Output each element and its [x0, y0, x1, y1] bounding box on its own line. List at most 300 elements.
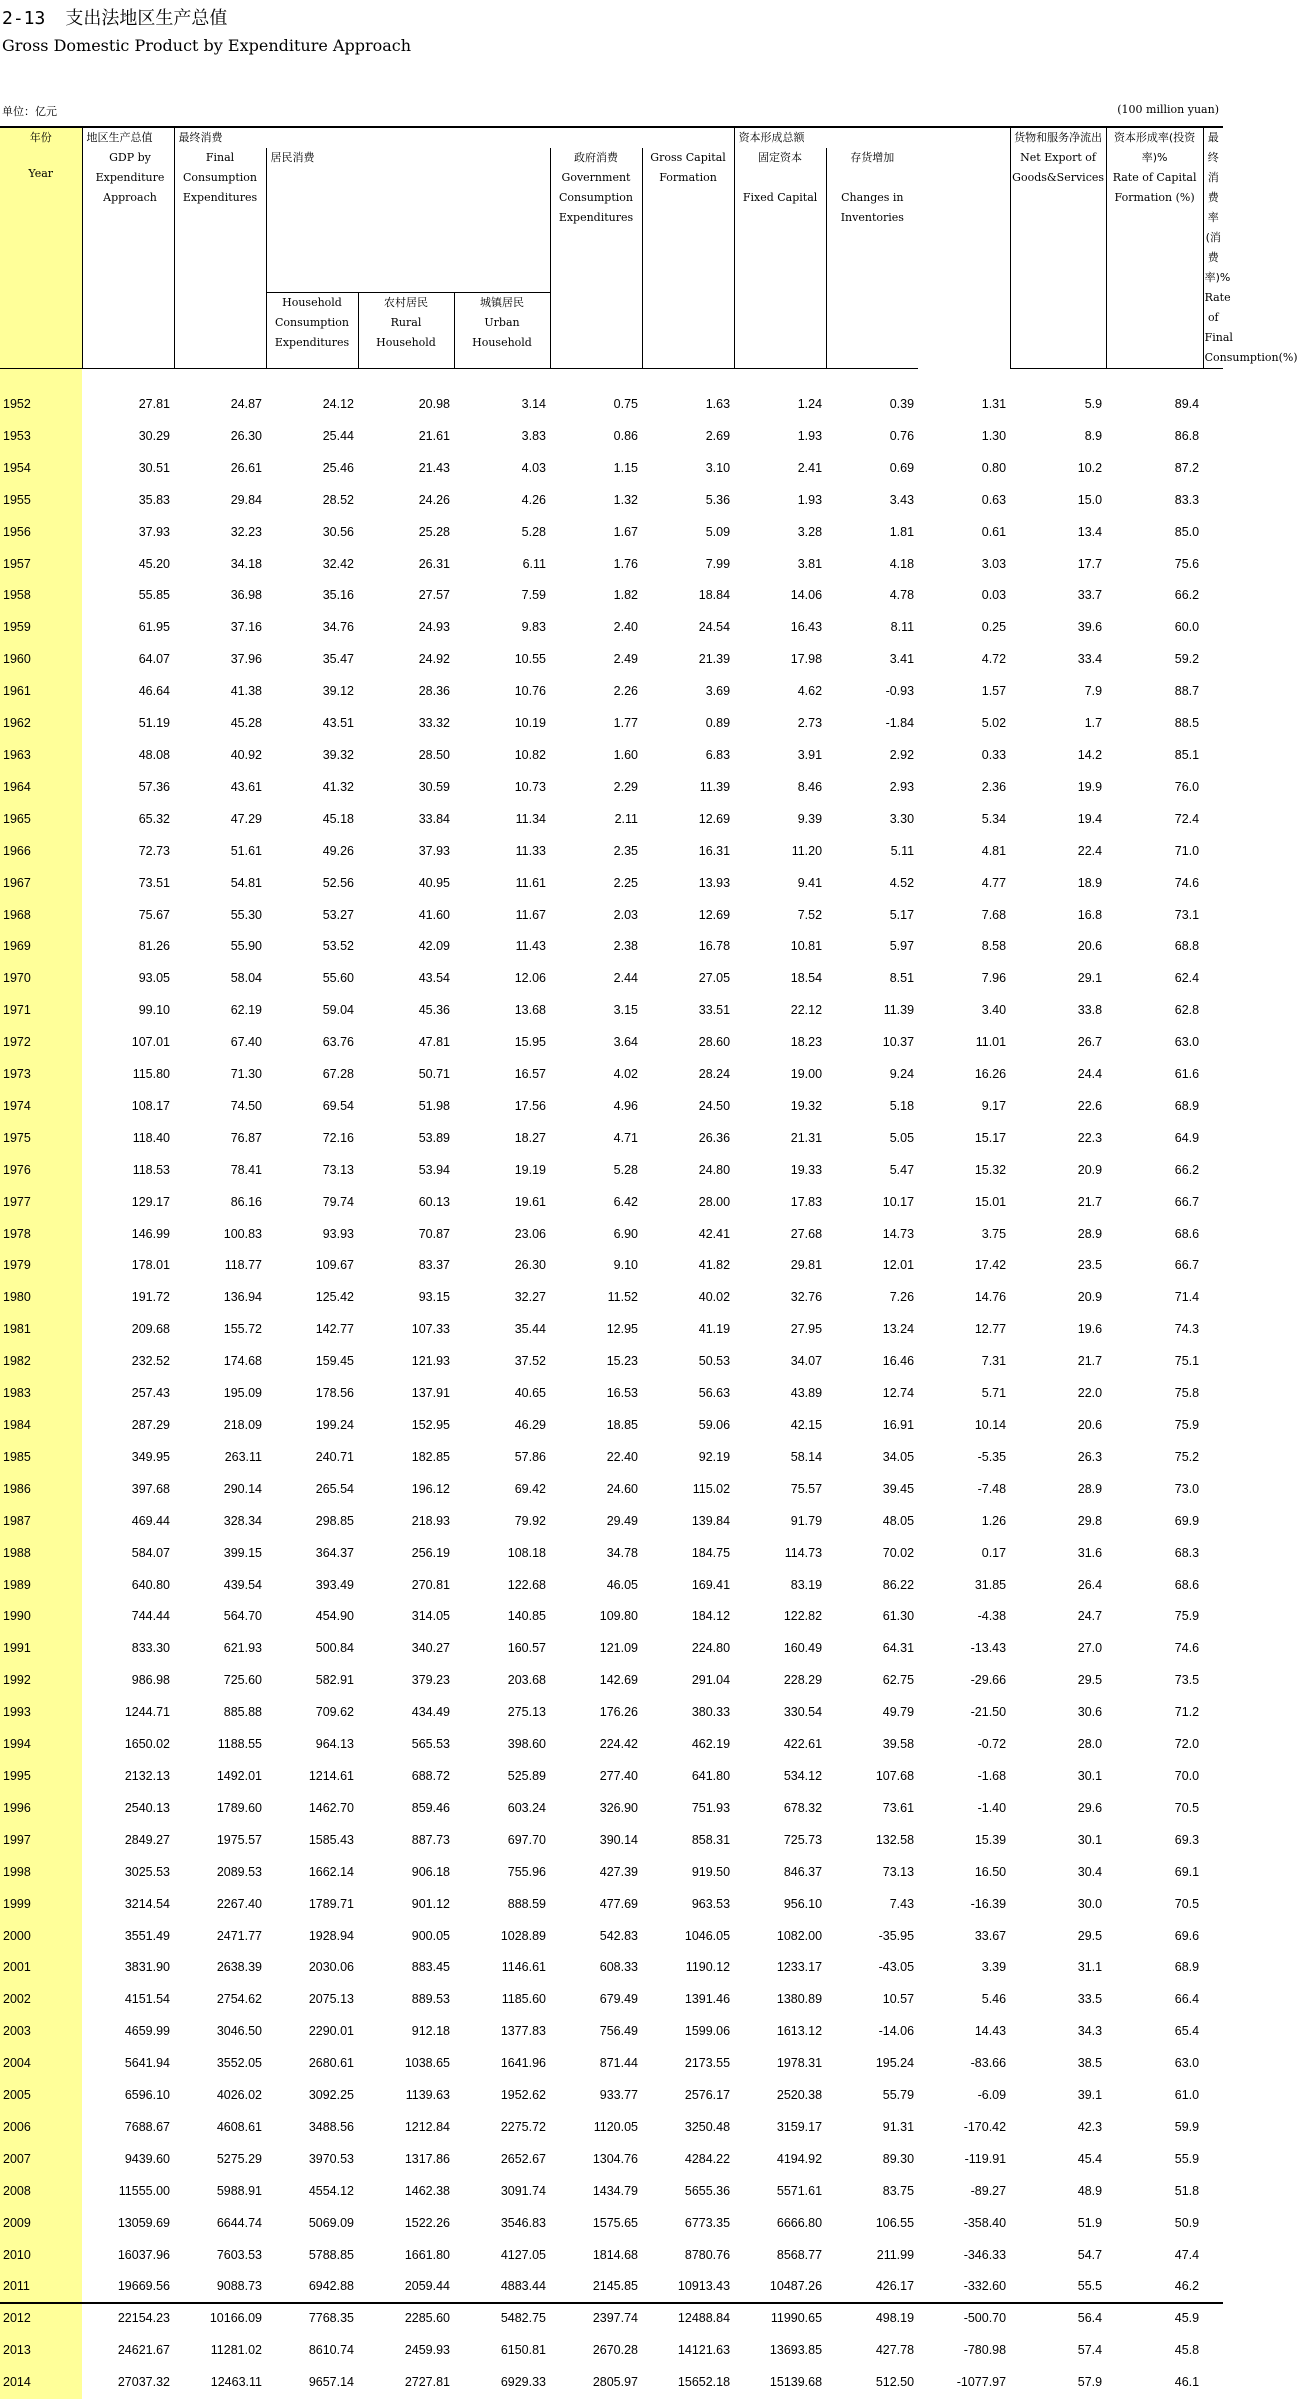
- cell-household: 67.28: [266, 1059, 358, 1091]
- table-row: [0, 2240, 1223, 2272]
- cell-household: 5788.85: [266, 2240, 358, 2272]
- cell-government: 1434.79: [550, 2176, 642, 2208]
- cell-final: 67.40: [174, 1027, 266, 1059]
- cell-rate-consumption: 88.5: [1106, 708, 1203, 740]
- cell-rate-consumption: 73.1: [1106, 900, 1203, 932]
- cell-urban: 108.18: [454, 1538, 550, 1570]
- cell-fixed: 1.24: [734, 389, 826, 421]
- cell-inventories: 73.61: [826, 1793, 918, 1825]
- table-row: [0, 772, 1223, 804]
- cell-net-export: 5.02: [918, 708, 1010, 740]
- cell-rural: 900.05: [358, 1921, 454, 1953]
- cell-final: 51.61: [174, 836, 266, 868]
- cell-government: 608.33: [550, 1952, 642, 1984]
- cell-government: 390.14: [550, 1825, 642, 1857]
- table-row: [0, 1506, 1223, 1538]
- cell-household: 159.45: [266, 1346, 358, 1378]
- cell-rural: 137.91: [358, 1378, 454, 1410]
- cell-net-export: 16.50: [918, 1857, 1010, 1889]
- cell-household: 3488.56: [266, 2112, 358, 2144]
- cell-fixed: 27.68: [734, 1219, 826, 1251]
- cell-gdp: 30.51: [82, 453, 174, 485]
- cell-fixed: 18.54: [734, 963, 826, 995]
- cell-government: 477.69: [550, 1889, 642, 1921]
- cell-rate-consumption: 72.0: [1106, 1729, 1203, 1761]
- cell-inventories: 0.69: [826, 453, 918, 485]
- cell-government: 1814.68: [550, 2240, 642, 2272]
- cell-government: 34.78: [550, 1538, 642, 1570]
- cell-government: 2.25: [550, 868, 642, 900]
- cell-net-export: 15.01: [918, 1187, 1010, 1219]
- cell-gdp: 51.19: [82, 708, 174, 740]
- cell-inventories: -14.06: [826, 2016, 918, 2048]
- table-row: [0, 1346, 1223, 1378]
- cell-urban: 26.30: [454, 1250, 550, 1282]
- cell-gdp: 257.43: [82, 1378, 174, 1410]
- cell-net-export: 15.32: [918, 1155, 1010, 1187]
- cell-urban: 10.82: [454, 740, 550, 772]
- cell-rate-consumption: 76.0: [1106, 772, 1203, 804]
- cell-urban: 3.14: [454, 389, 550, 421]
- cell-rural: 2059.44: [358, 2271, 454, 2303]
- header-net-export: [1010, 128, 1106, 369]
- table-row: [0, 1538, 1223, 1570]
- cell-rate-consumption: 69.1: [1106, 1857, 1203, 1889]
- cell-rural: 314.05: [358, 1601, 454, 1633]
- header-gdp: [82, 128, 174, 369]
- cell-year: 1987: [0, 1506, 82, 1538]
- cell-urban: 11.34: [454, 804, 550, 836]
- cell-gcf: 963.53: [642, 1889, 734, 1921]
- cell-final: 4026.02: [174, 2080, 266, 2112]
- cell-government: 2.35: [550, 836, 642, 868]
- cell-year: 1955: [0, 485, 82, 517]
- cell-gdp: 3214.54: [82, 1889, 174, 1921]
- cell-gdp: 115.80: [82, 1059, 174, 1091]
- cell-household: 43.51: [266, 708, 358, 740]
- cell-net-export: 33.67: [918, 1921, 1010, 1953]
- table-row: [0, 2176, 1223, 2208]
- cell-net-export: -1.40: [918, 1793, 1010, 1825]
- cell-gdp: 13059.69: [82, 2208, 174, 2240]
- cell-inventories: 8.11: [826, 612, 918, 644]
- cell-fixed: 2.73: [734, 708, 826, 740]
- table-row: [0, 1059, 1223, 1091]
- cell-urban: 19.61: [454, 1187, 550, 1219]
- cell-fixed: 3159.17: [734, 2112, 826, 2144]
- cell-urban: 1377.83: [454, 2016, 550, 2048]
- table-row: [0, 421, 1223, 453]
- cell-gdp: 3025.53: [82, 1857, 174, 1889]
- cell-year: 1965: [0, 804, 82, 836]
- cell-rate-consumption: 69.3: [1106, 1825, 1203, 1857]
- cell-rate-consumption: 85.1: [1106, 740, 1203, 772]
- cell-final: 37.96: [174, 644, 266, 676]
- cell-inventories: 10.37: [826, 1027, 918, 1059]
- cell-urban: 32.27: [454, 1282, 550, 1314]
- cell-inventories: 8.51: [826, 963, 918, 995]
- cell-net-export: 9.17: [918, 1091, 1010, 1123]
- cell-final: 58.04: [174, 963, 266, 995]
- cell-net-export: 4.72: [918, 644, 1010, 676]
- cell-rural: 93.15: [358, 1282, 454, 1314]
- cell-rate-consumption: 69.9: [1106, 1506, 1203, 1538]
- cell-gcf: 641.80: [642, 1761, 734, 1793]
- table-row: [0, 900, 1223, 932]
- cell-rate-consumption: 68.6: [1106, 1219, 1203, 1251]
- cell-rate-consumption: 75.1: [1106, 1346, 1203, 1378]
- cell-gdp: 232.52: [82, 1346, 174, 1378]
- cell-rural: 906.18: [358, 1857, 454, 1889]
- cell-rate-capital: 22.3: [1010, 1123, 1106, 1155]
- cell-household: 109.67: [266, 1250, 358, 1282]
- cell-inventories: 0.76: [826, 421, 918, 453]
- cell-gdp: 744.44: [82, 1601, 174, 1633]
- table-row: [0, 1984, 1223, 2016]
- cell-government: 2397.74: [550, 2303, 642, 2335]
- cell-rate-consumption: 60.0: [1106, 612, 1203, 644]
- cell-rural: 70.87: [358, 1219, 454, 1251]
- cell-government: 427.39: [550, 1857, 642, 1889]
- cell-inventories: 498.19: [826, 2303, 918, 2335]
- cell-rate-consumption: 45.8: [1106, 2335, 1203, 2367]
- cell-household: 364.37: [266, 1538, 358, 1570]
- table-header: [0, 128, 1223, 369]
- cell-government: 224.42: [550, 1729, 642, 1761]
- cell-rate-capital: 27.0: [1010, 1633, 1106, 1665]
- cell-urban: 11.61: [454, 868, 550, 900]
- cell-gdp: 178.01: [82, 1250, 174, 1282]
- cell-year: 1970: [0, 963, 82, 995]
- cell-household: 28.52: [266, 485, 358, 517]
- cell-rate-consumption: 50.9: [1106, 2208, 1203, 2240]
- cell-inventories: 48.05: [826, 1506, 918, 1538]
- cell-rate-capital: 22.6: [1010, 1091, 1106, 1123]
- cell-inventories: 86.22: [826, 1570, 918, 1602]
- cell-rate-capital: 21.7: [1010, 1187, 1106, 1219]
- cell-inventories: 3.41: [826, 644, 918, 676]
- cell-gdp: 99.10: [82, 995, 174, 1027]
- spacer-cell: [0, 369, 82, 390]
- cell-year: 2010: [0, 2240, 82, 2272]
- table-row: [0, 1155, 1223, 1187]
- cell-urban: 16.57: [454, 1059, 550, 1091]
- cell-inventories: 16.46: [826, 1346, 918, 1378]
- cell-gdp: 2540.13: [82, 1793, 174, 1825]
- cell-household: 240.71: [266, 1442, 358, 1474]
- cell-rate-capital: 7.9: [1010, 676, 1106, 708]
- cell-year: 1966: [0, 836, 82, 868]
- cell-rural: 688.72: [358, 1761, 454, 1793]
- cell-rate-consumption: 75.9: [1106, 1410, 1203, 1442]
- cell-government: 2.29: [550, 772, 642, 804]
- cell-government: 2805.97: [550, 2367, 642, 2399]
- cell-inventories: 9.24: [826, 1059, 918, 1091]
- cell-household: 79.74: [266, 1187, 358, 1219]
- cell-urban: 40.65: [454, 1378, 550, 1410]
- cell-urban: 57.86: [454, 1442, 550, 1474]
- cell-net-export: 10.14: [918, 1410, 1010, 1442]
- cell-rate-consumption: 45.9: [1106, 2303, 1203, 2335]
- cell-rate-capital: 24.7: [1010, 1601, 1106, 1633]
- cell-gdp: 24621.67: [82, 2335, 174, 2367]
- cell-inventories: 4.18: [826, 549, 918, 581]
- cell-urban: 203.68: [454, 1665, 550, 1697]
- cell-household: 59.04: [266, 995, 358, 1027]
- cell-year: 1959: [0, 612, 82, 644]
- cell-rate-capital: 29.8: [1010, 1506, 1106, 1538]
- cell-government: 5.28: [550, 1155, 642, 1187]
- table-row: [0, 708, 1223, 740]
- cell-inventories: 5.17: [826, 900, 918, 932]
- cell-fixed: 8.46: [734, 772, 826, 804]
- cell-rural: 1522.26: [358, 2208, 454, 2240]
- cell-year: 1999: [0, 1889, 82, 1921]
- cell-gdp: 9439.60: [82, 2144, 174, 2176]
- cell-gcf: 41.19: [642, 1314, 734, 1346]
- cell-rural: 45.36: [358, 995, 454, 1027]
- cell-gcf: 24.54: [642, 612, 734, 644]
- cell-gcf: 3250.48: [642, 2112, 734, 2144]
- cell-rural: 1139.63: [358, 2080, 454, 2112]
- cell-gdp: 584.07: [82, 1538, 174, 1570]
- cell-rural: 43.54: [358, 963, 454, 995]
- cell-rate-capital: 31.1: [1010, 1952, 1106, 1984]
- cell-inventories: 39.45: [826, 1474, 918, 1506]
- cell-year: 1969: [0, 931, 82, 963]
- cell-rate-capital: 39.1: [1010, 2080, 1106, 2112]
- cell-net-export: 14.43: [918, 2016, 1010, 2048]
- cell-rate-capital: 19.6: [1010, 1314, 1106, 1346]
- header-gcf-en: Gross Capital Formation: [643, 148, 734, 188]
- cell-net-export: 14.76: [918, 1282, 1010, 1314]
- cell-inventories: 62.75: [826, 1665, 918, 1697]
- cell-household: 1214.61: [266, 1761, 358, 1793]
- cell-inventories: -43.05: [826, 1952, 918, 1984]
- table-row: [0, 2271, 1223, 2303]
- cell-rate-consumption: 74.3: [1106, 1314, 1203, 1346]
- cell-household: 2075.13: [266, 1984, 358, 2016]
- cell-urban: 5.28: [454, 517, 550, 549]
- cell-urban: 3546.83: [454, 2208, 550, 2240]
- table-row: [0, 1633, 1223, 1665]
- cell-net-export: -89.27: [918, 2176, 1010, 2208]
- cell-household: 69.54: [266, 1091, 358, 1123]
- cell-rural: 1212.84: [358, 2112, 454, 2144]
- cell-fixed: 3.81: [734, 549, 826, 581]
- cell-household: 1662.14: [266, 1857, 358, 1889]
- table-row: [0, 517, 1223, 549]
- cell-household: 1462.70: [266, 1793, 358, 1825]
- header-government-cn: 政府消费: [551, 148, 642, 168]
- cell-rural: 41.60: [358, 900, 454, 932]
- cell-year: 1985: [0, 1442, 82, 1474]
- cell-government: 2.49: [550, 644, 642, 676]
- cell-rate-capital: 22.4: [1010, 836, 1106, 868]
- table-body: [0, 369, 1223, 2399]
- cell-inventories: 2.92: [826, 740, 918, 772]
- cell-government: 176.26: [550, 1697, 642, 1729]
- cell-gdp: 57.36: [82, 772, 174, 804]
- cell-rate-capital: 30.0: [1010, 1889, 1106, 1921]
- cell-rate-capital: 20.6: [1010, 1410, 1106, 1442]
- cell-urban: 2652.67: [454, 2144, 550, 2176]
- cell-gcf: 139.84: [642, 1506, 734, 1538]
- cell-fixed: 1233.17: [734, 1952, 826, 1984]
- cell-gdp: 349.95: [82, 1442, 174, 1474]
- cell-gcf: 5655.36: [642, 2176, 734, 2208]
- cell-household: 32.42: [266, 549, 358, 581]
- cell-urban: 6.11: [454, 549, 550, 581]
- cell-rural: 2285.60: [358, 2303, 454, 2335]
- cell-final: 2471.77: [174, 1921, 266, 1953]
- header-urban-en: Urban Household: [455, 313, 550, 353]
- cell-inventories: -35.95: [826, 1921, 918, 1953]
- cell-government: 1.32: [550, 485, 642, 517]
- cell-government: 4.02: [550, 1059, 642, 1091]
- cell-inventories: 55.79: [826, 2080, 918, 2112]
- cell-urban: 6150.81: [454, 2335, 550, 2367]
- cell-year: 1998: [0, 1857, 82, 1889]
- cell-inventories: 195.24: [826, 2048, 918, 2080]
- cell-rate-capital: 14.2: [1010, 740, 1106, 772]
- cell-final: 78.41: [174, 1155, 266, 1187]
- cell-household: 72.16: [266, 1123, 358, 1155]
- cell-final: 174.68: [174, 1346, 266, 1378]
- table-title-cn: 支出法地区生产总值: [65, 8, 227, 29]
- cell-net-export: 17.42: [918, 1250, 1010, 1282]
- cell-inventories: 10.17: [826, 1187, 918, 1219]
- cell-rate-capital: 34.3: [1010, 2016, 1106, 2048]
- cell-rural: 33.32: [358, 708, 454, 740]
- cell-rate-consumption: 88.7: [1106, 676, 1203, 708]
- cell-net-export: 1.31: [918, 389, 1010, 421]
- cell-fixed: 27.95: [734, 1314, 826, 1346]
- cell-final: 55.90: [174, 931, 266, 963]
- header-rate-capital: [1106, 128, 1203, 369]
- cell-final: 26.30: [174, 421, 266, 453]
- cell-year: 1984: [0, 1410, 82, 1442]
- cell-rural: 47.81: [358, 1027, 454, 1059]
- cell-inventories: 211.99: [826, 2240, 918, 2272]
- cell-year: 1981: [0, 1314, 82, 1346]
- cell-government: 0.75: [550, 389, 642, 421]
- cell-gcf: 15652.18: [642, 2367, 734, 2399]
- cell-year: 1993: [0, 1697, 82, 1729]
- cell-gcf: 2173.55: [642, 2048, 734, 2080]
- cell-rate-capital: 16.8: [1010, 900, 1106, 932]
- cell-gcf: 1190.12: [642, 1952, 734, 1984]
- cell-urban: 11.43: [454, 931, 550, 963]
- cell-rate-capital: 30.1: [1010, 1761, 1106, 1793]
- cell-fixed: 14.06: [734, 580, 826, 612]
- cell-rate-consumption: 73.5: [1106, 1665, 1203, 1697]
- cell-rate-capital: 29.5: [1010, 1665, 1106, 1697]
- cell-government: 1.82: [550, 580, 642, 612]
- cell-household: 6942.88: [266, 2271, 358, 2303]
- cell-rate-consumption: 61.0: [1106, 2080, 1203, 2112]
- cell-rural: 218.93: [358, 1506, 454, 1538]
- cell-fixed: 83.19: [734, 1570, 826, 1602]
- cell-urban: 23.06: [454, 1219, 550, 1251]
- cell-rate-capital: 5.9: [1010, 389, 1106, 421]
- cell-urban: 18.27: [454, 1123, 550, 1155]
- cell-final: 43.61: [174, 772, 266, 804]
- cell-net-export: 0.33: [918, 740, 1010, 772]
- cell-gcf: 40.02: [642, 1282, 734, 1314]
- cell-fixed: 11990.65: [734, 2303, 826, 2335]
- cell-inventories: -0.93: [826, 676, 918, 708]
- cell-gdp: 986.98: [82, 1665, 174, 1697]
- cell-rate-capital: 28.9: [1010, 1474, 1106, 1506]
- cell-rural: 50.71: [358, 1059, 454, 1091]
- table-row: [0, 1601, 1223, 1633]
- cell-rate-capital: 24.4: [1010, 1059, 1106, 1091]
- cell-urban: 69.42: [454, 1474, 550, 1506]
- header-year: [0, 128, 82, 369]
- cell-final: 2089.53: [174, 1857, 266, 1889]
- cell-household: 454.90: [266, 1601, 358, 1633]
- cell-rural: 2727.81: [358, 2367, 454, 2399]
- cell-government: 756.49: [550, 2016, 642, 2048]
- cell-gdp: 4151.54: [82, 1984, 174, 2016]
- cell-government: 29.49: [550, 1506, 642, 1538]
- cell-gcf: 919.50: [642, 1857, 734, 1889]
- cell-rate-consumption: 86.8: [1106, 421, 1203, 453]
- cell-fixed: 16.43: [734, 612, 826, 644]
- cell-fixed: 58.14: [734, 1442, 826, 1474]
- cell-final: 5988.91: [174, 2176, 266, 2208]
- cell-net-export: 3.03: [918, 549, 1010, 581]
- cell-urban: 140.85: [454, 1601, 550, 1633]
- cell-fixed: 1.93: [734, 485, 826, 517]
- cell-fixed: 19.32: [734, 1091, 826, 1123]
- cell-gdp: 3551.49: [82, 1921, 174, 1953]
- cell-gcf: 5.36: [642, 485, 734, 517]
- header-net-export-cn: 货物和服务净流出: [1011, 128, 1106, 148]
- cell-year: 2007: [0, 2144, 82, 2176]
- cell-year: 1988: [0, 1538, 82, 1570]
- cell-gdp: 48.08: [82, 740, 174, 772]
- cell-fixed: 10.81: [734, 931, 826, 963]
- table-row: [0, 1123, 1223, 1155]
- cell-government: 16.53: [550, 1378, 642, 1410]
- cell-household: 73.13: [266, 1155, 358, 1187]
- table-row: [0, 2208, 1223, 2240]
- cell-net-export: 7.31: [918, 1346, 1010, 1378]
- cell-gdp: 2849.27: [82, 1825, 174, 1857]
- cell-inventories: 16.91: [826, 1410, 918, 1442]
- table-row: [0, 2335, 1223, 2367]
- cell-rate-capital: 51.9: [1010, 2208, 1106, 2240]
- cell-urban: 11.33: [454, 836, 550, 868]
- cell-inventories: 70.02: [826, 1538, 918, 1570]
- cell-year: 1976: [0, 1155, 82, 1187]
- cell-government: 4.96: [550, 1091, 642, 1123]
- cell-urban: 1952.62: [454, 2080, 550, 2112]
- cell-rate-capital: 10.2: [1010, 453, 1106, 485]
- cell-urban: 37.52: [454, 1346, 550, 1378]
- cell-year: 2012: [0, 2303, 82, 2335]
- cell-fixed: 17.98: [734, 644, 826, 676]
- cell-net-export: 3.75: [918, 1219, 1010, 1251]
- cell-rate-capital: 13.4: [1010, 517, 1106, 549]
- cell-urban: 3091.74: [454, 2176, 550, 2208]
- table-title: [2, 4, 227, 30]
- cell-gcf: 1046.05: [642, 1921, 734, 1953]
- cell-gdp: 118.53: [82, 1155, 174, 1187]
- cell-year: 1992: [0, 1665, 82, 1697]
